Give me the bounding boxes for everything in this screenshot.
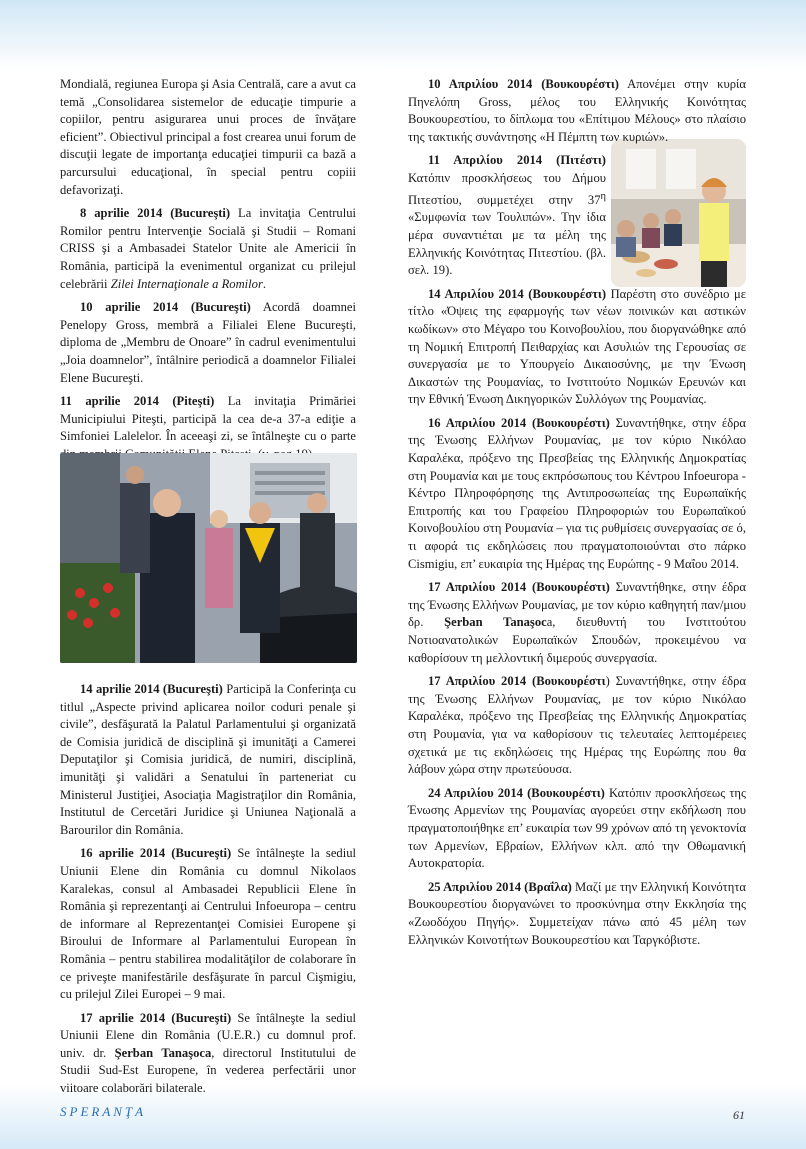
entry-date: 25 Απριλίου 2014 (Βραΐλα) [428, 879, 572, 894]
paragraph: 24 Απριλίου 2014 (Βουκουρέστι) Κατόπιν προσκλήσεως της Ένωσης Αρμενίων της Ρουμανίας αγορεύει στην εκδήλωση που πραγματοποιήθηκε επ’ ευκαιρία των 99 χρόνων από τη γενοκτονία των Αρμενίων, Εβραίων, Ελλήνων κλπ. από την Οθωμανική Αυτοκρατορία. [408, 785, 746, 871]
photo-street-delegation [60, 453, 357, 663]
paragraph: 10 Απριλίου 2014 (Βουκουρέστι) Απονέμει στην κυρία Πηνελόπη Gross, μέλος του Ελληνικής Κοινότητας Βουκουρεστίου, το δίπλωμα του «Επίτιμου Μέλους» στο πλαίσιο της τακτικής συνάντησης «Η Πέμπτη των κυριών». [408, 77, 746, 144]
entry-date: 11 aprilie 2014 (Piteşti) [60, 394, 215, 409]
page-number: 61 [733, 1108, 745, 1122]
paragraph: 17 aprilie 2014 (Bucureşti) Se întâlneşte la sediul Uniunii Elene din România (U.E.R.) cu domnul prof. univ. dr. Şerban Tanaşoca, directorul Institutului de Studii Sud-Est Europene, în vederea perfectării unor viitoare colaborări bilaterale. [60, 1010, 357, 1096]
photo-illustration [60, 453, 357, 663]
paragraph: 11 aprilie 2014 (Piteşti) La invitaţia Primăriei Municipiului Piteşti, participă la cea de-a 37-a ediţie a Simfoniei Lalelelor. În aceeaşi zi, se întâlneşte cu o parte [60, 394, 356, 444]
entry-date: 14 aprilie 2014 (Bucureşti) [80, 682, 223, 696]
entry-date: 17 Απριλίου 2014 (Βουκουρέστι [428, 674, 606, 689]
left-column-top [60, 76, 356, 469]
left-column-bottom [60, 681, 356, 1104]
entry-date: 17 aprilie 2014 (Bucureşti) [80, 1010, 232, 1025]
paragraph: 16 Απριλίου 2014 (Βουκουρέστι) Συναντήθηκε, στην έδρα της Ένωσης Ελλήνων Ρουμανίας, με τον κύριο Νικόλαο Καραλέκα, πρόξενο της Πρεσβείας της Ελληνικής Δημοκρατίας στη Ρουμανία και με τους εκπρόσωπους του Κέντρου Infoeuropa - Κέντρο Πληροφόρησης της Αντιπροσωπείας της Ευρωπαϊκής Επιτροπής και του Γραφείου Πληροφοριών του Ευρωπαϊκού Κοινοβουλίου στη Ρουμανία – για τις ρυθμίσεις συνεργασίας σε ό, τι αφορά τις εκδηλώσεις που πραγματοποιούνται στο πάρκο Cismigiu, επ’ ευκαιρία της Ημέρας της Ευρώπης - 9 Μαΐου 2014. [408, 415, 747, 571]
entry-date: 11 Απριλίου 2014 (Πιτέστι) [428, 153, 606, 168]
paragraph: Mondială, regiunea Europa şi Asia Centrală, care a avut ca temă „Consolidarea sistemelor de educaţie timpurie a copiilor, pentru asigurarea unui proces de învăţare eficient”. Obiectivul principal a fost crearea unui forum de discuţii legate de importanţa educaţiei timpurii ca bază a parcursului educaţional, în special pentru copiii defavorizaţi. [60, 77, 356, 197]
magazine-title: SPERANŢA [60, 1104, 147, 1119]
paragraph: 17 Απριλίου 2014 (Βουκουρέστι) Συναντήθηκε, στην έδρα της Ένωσης Ελλήνων Ρουμανίας, με τον κύριο Νικόλαο Καραλέκα, πρόξενο της Πρεσβείας της Ελληνικής Δημοκρατίας στη Ρουμανία, για να καθορίσουν τις τελευταίες λεπτομέρειες σχετικά με τις εκδηλώσεις της Ημέρας της Ευρώπης που θα λάβουν χώρα στην πρωτεύουσα. [408, 674, 746, 777]
right-column [408, 76, 746, 955]
entry-date: 14 Απριλίου 2014 (Βουκουρέστι) [428, 286, 607, 301]
entry-date: 8 aprilie 2014 (Bucureşti) [80, 206, 231, 221]
paragraph: 11 Απριλίου 2014 (Πιτέστι) Κατόπιν προσκλήσεως του Δήμου Πιτεστίου, συμμετέχει στην $37^\eta$ «Συμφωνία των Τουλιπών». Την ίδια μέρα συναντιέται με τα μέλη της Ελληνικής Κοινότητας Πιτεστίου. (βλ. σελ. 19). [408, 153, 606, 278]
entry-date: 17 Απριλίου 2014 (Βουκουρέστι) [428, 580, 610, 595]
paragraph: 25 Απριλίου 2014 (Βραΐλα) Μαζί με την Ελληνική Κοινότητα Βουκουρεστίου διοργανώνει το προσκύνημα στην Εκκλησία της «Ζωοδόχου Πηγής». Συμμετείχαν πάνω από 45 μέλη των Ελληνικών Κοινοτήτων Βουκουρεστίου και Ταργκόβιστε. [408, 879, 746, 947]
entry-date: 16 aprilie 2014 (Bucureşti) [80, 846, 232, 861]
paragraph: 10 aprilie 2014 (Bucureşti) Acordă doamnei Penelopy Gross, membră a Filialei Elene Bucureşti, diploma de „Membru de Onoare” în cadrul evenimentului „Joia doamnelor”, întâlnire periodică a doamnelor Filialei Elene Bucureşti. [60, 300, 357, 385]
paragraph: 16 aprilie 2014 (Bucureşti) Se întâlneşte la sediul Uniunii Elene din România cu domnul Nikolaos Karalekas, consul al Ambasadei Republicii Elene în România şi reprezentanţi ai Centrului Infoeuropa – centru de informare al Reprezentanţei Comisiei Europene şi Biroului de Informare al Parlamentului European în România – pentru stabilirea modalităţilor de colaborare în ce priveşte manifestările desfăşurate în parcul Cişmigiu, cu prilejul Zilei Europei – 9 mai. [60, 846, 357, 1002]
paragraph: 14 Απριλίου 2014 (Βουκουρέστι) Παρέστη στο συνέδριο με τίτλο «Όψεις της εφαρμογής των νέων ποινικών και αστικών κωδίκων» στο Μέγαρο του Κοινοβουλίου, που διοργανώθηκε από τη Νομική Επιτροπή Πειθαρχίας και Ασυλιών της Γερουσίας σε συνεργασία με το Υπουργείο Δικαιοσύνης, με την Ένωση Δικαστών της Ρουμανίας, το Ινστιτούτο Νομικών Ερευνών και την Εθνική Ένωση Δικηγορικών Συλλόγων της Ρουμανίας. [408, 286, 746, 407]
paragraph: 8 aprilie 2014 (Bucureşti) La invitaţia Centrului Romilor pentru Intervenţie Socială şi Studii – Romani CRISS şi a Ambasadei Statelor Unite ale Americii în România, participă la evenimentul organizat cu prilejul celebrării Zilei Internaţionale a Romilor. [60, 206, 356, 291]
paragraph: 14 aprilie 2014 (Bucureşti) Participă la Conferinţa cu titlul „Aspecte privind aplicarea noilor coduri penale şi civile”, desfăşurată la Palatul Parlamentului şi organizată de Comisia juridică de disciplină şi imunităţi a Camerei Deputaţilor şi Comisia juridică, de numiri, disciplină, imunităţi şi validări a Senatului în parteneriat cu Ministerul Justiţiei, Asociaţia Magistraţilor din România, Institutul de Cercetări Juridice şi Uniunea Naţională a Barourilor din România. [60, 682, 356, 837]
entry-date: 10 aprilie 2014 (Bucureşti) [80, 300, 251, 315]
top-gradient-band [0, 0, 806, 70]
entry-date: 24 Απριλίου 2014 (Βουκουρέστι) [428, 785, 605, 800]
paragraph: 17 Απριλίου 2014 (Βουκουρέστι) Συναντήθηκε, στην έδρα της Ένωσης Ελλήνων Ρουμανίας, με τον κύριο καθηγητή παν/μιου δρ. Şerban Tanaşoca, διευθυντή του Ινστιτούτου Νοτιοανατολικών Ευρωπαϊκών Σπουδών, προκειμένου να καθορίσουν τη μελλοντική διμερούς συνεργασία. [408, 580, 747, 665]
entry-date: 10 Απριλίου 2014 (Βουκουρέστι) [428, 77, 619, 91]
entry-date: 16 Απριλίου 2014 (Βουκουρέστι) [428, 415, 610, 430]
